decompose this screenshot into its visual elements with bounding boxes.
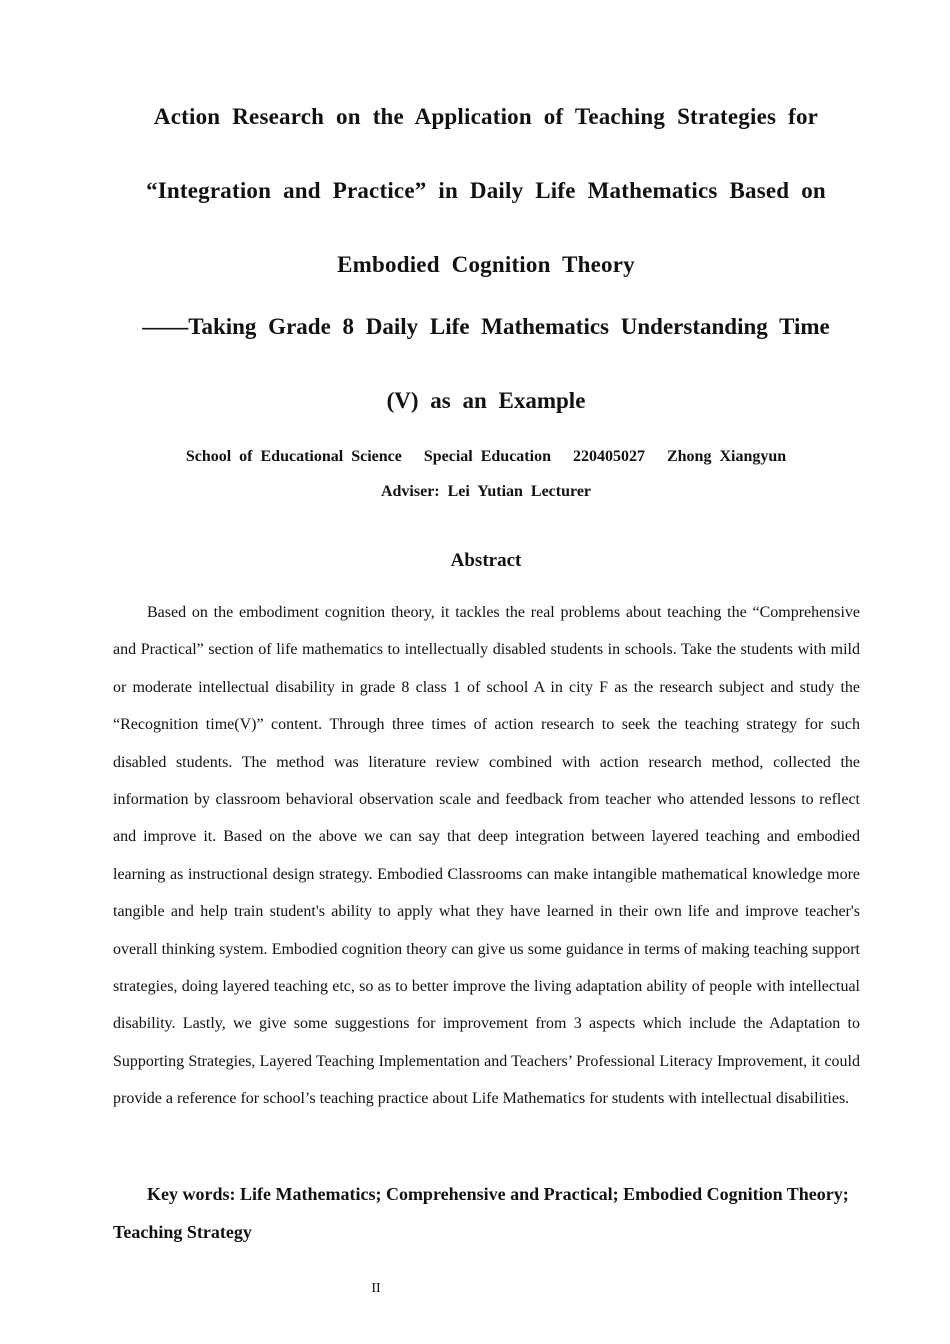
abstract-heading: Abstract: [450, 550, 522, 571]
abstract-body: Based on the embodiment cognition theory, it tackles the real problems about teaching the “Comprehensive and Practical” section of life mathematics to intellectually disabled students in schools. Take the students with mild or moderate intellectual disability in grade 8 class 1 of school A in city F as the research subject and study the “Recognition time(V)” content. Through three times of action research to seek the teaching strategy for such disabled students. The method was literature review combined with action research method, collected the information by classroom behavioral observation scale and feedback from teacher who attended lessons to reflect and improve it. Based on the above we can say that deep integration between layered teaching and embodied learning as instructional design strategy. Embodied Classrooms can make intangible mathematical knowledge more tangible and help train student's ability to apply what they have learned in their own life and improve teacher's overall thinking system. Embodied cognition theory can give us some guidance in terms of making teaching support strategies, doing layered teaching etc, so as to better improve the living adaptation ability of people with intellectual disability. Lastly, we give some suggestions for improvement from 3 aspects which include the Adaptation to Supporting Strategies, Layered Teaching Implementation and Teachers’ Professional Literacy Improvement, it could provide a reference for school’s teaching practice about Life Mathematics for students with intellectual disabilities.: [113, 604, 860, 1108]
title-block: [110, 94, 862, 452]
subtitle-line-1: ——Taking Grade 8 Daily Life Mathematics Understanding Time: [142, 314, 830, 339]
adviser-line: Adviser: Lei Yutian Lecturer: [380, 483, 592, 500]
title-line-2: “Integration and Practice” in Daily Life Mathematics Based on: [146, 178, 826, 203]
student-id: 220405027: [572, 448, 645, 465]
author-info: [110, 444, 862, 514]
keywords: Key words: Life Mathematics; Comprehensive and Practical; Embodied Cognition Theory; Teaching Strategy: [113, 1184, 849, 1242]
author-name: Zhong Xiangyun: [666, 448, 787, 465]
title-line-3: Embodied Cognition Theory: [337, 252, 635, 277]
page-number: II: [371, 1281, 381, 1296]
subtitle-line-2: (V) as an Example: [386, 388, 586, 413]
major-name: Special Education: [423, 448, 551, 465]
school-name: School of Educational Science: [185, 448, 402, 465]
author-line: [110, 444, 862, 479]
title-line-1: Action Research on the Application of Teaching Strategies for: [153, 104, 819, 129]
